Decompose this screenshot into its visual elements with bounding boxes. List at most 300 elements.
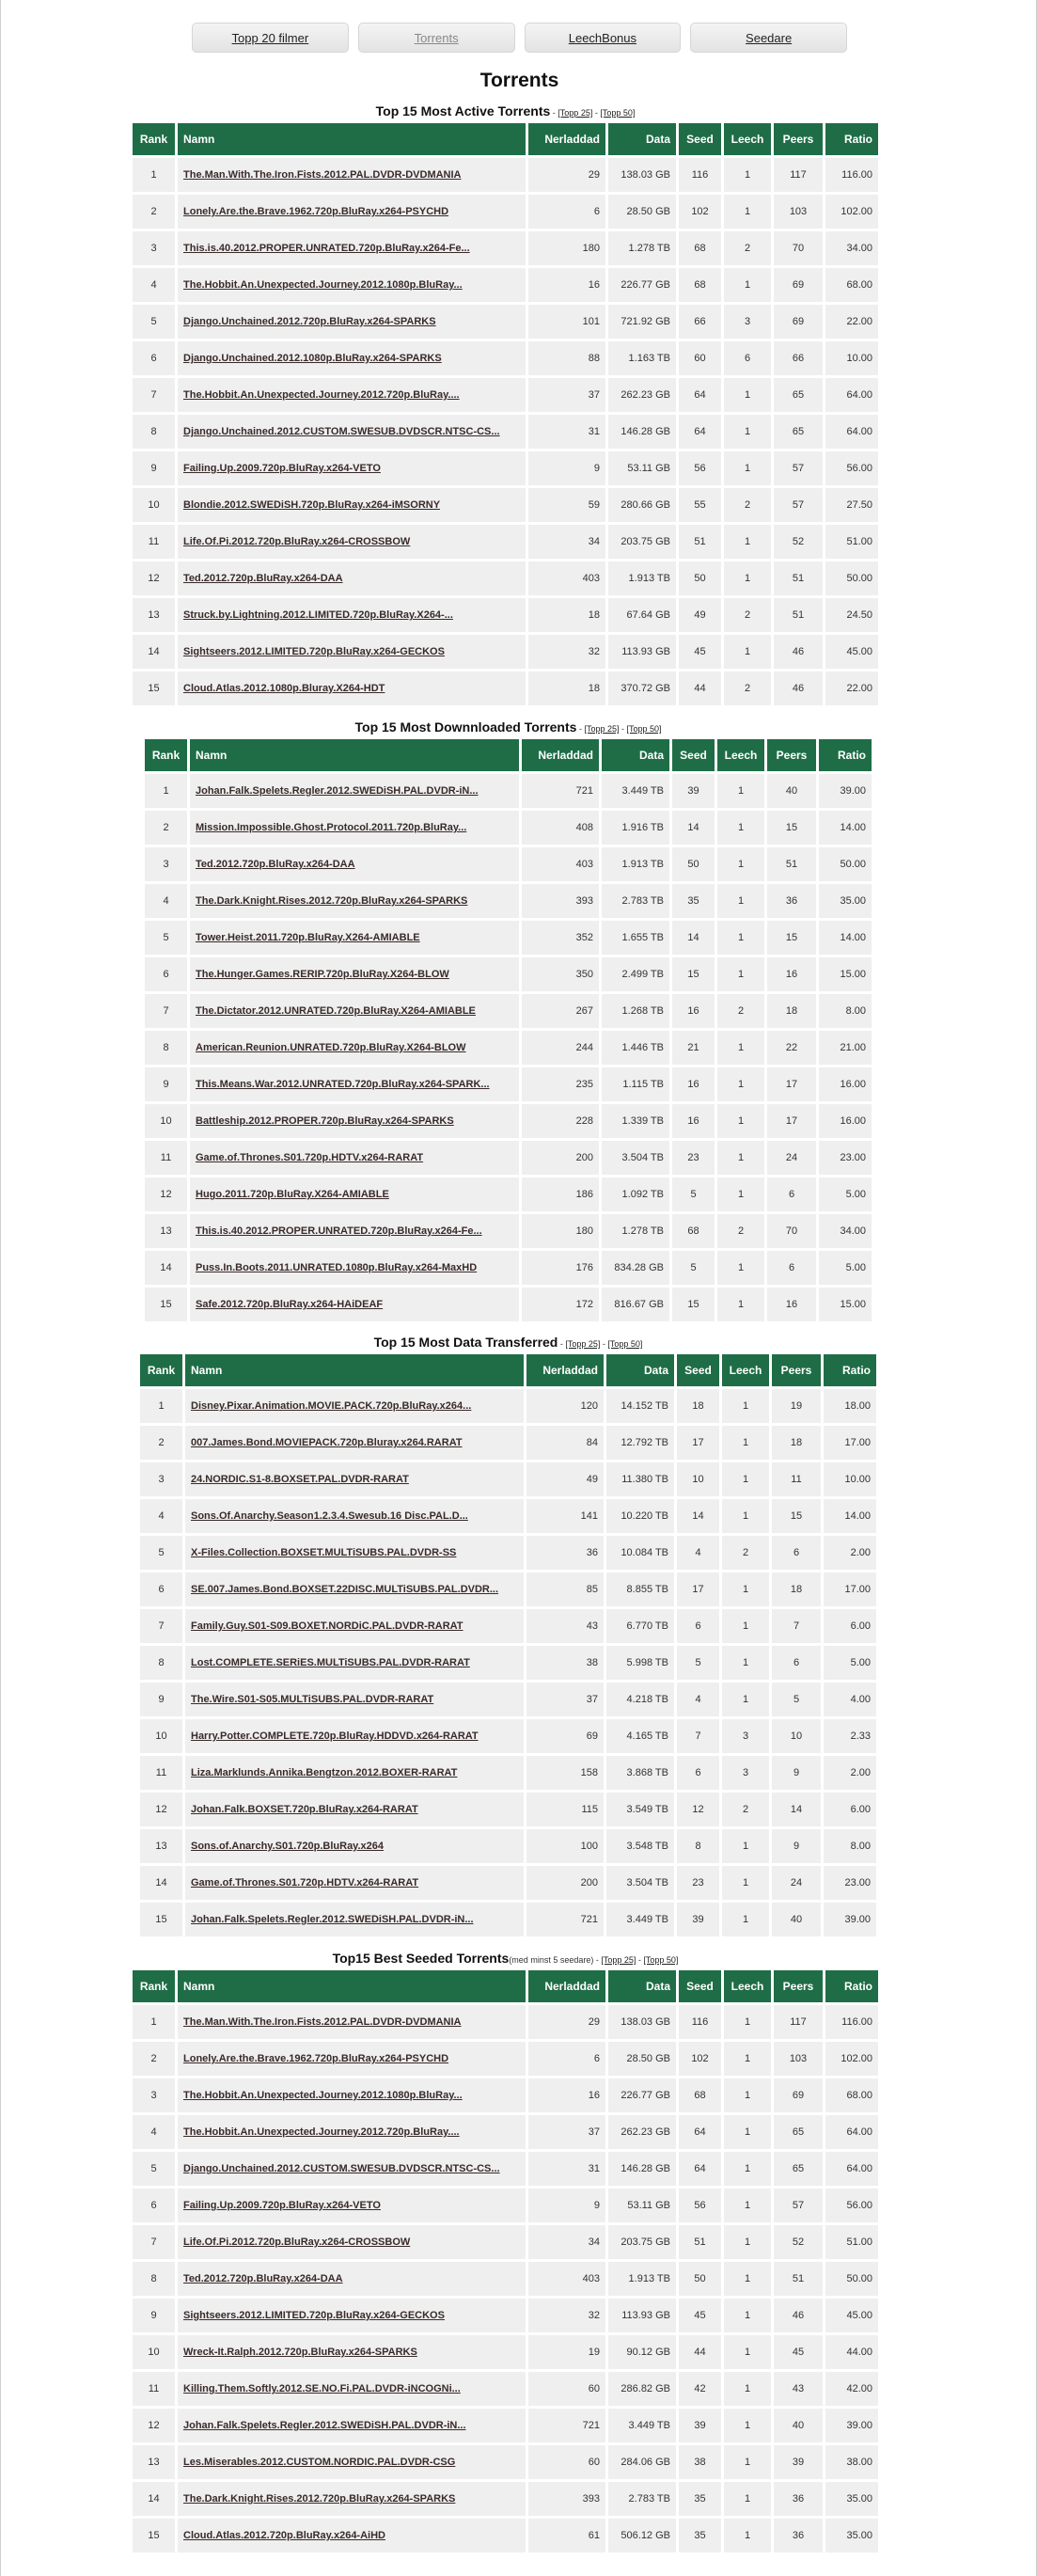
cell-downloaded: 721 (528, 2409, 605, 2442)
topp-25-link[interactable]: [Topp 25] (584, 724, 620, 734)
cell-name (190, 994, 519, 1028)
torrent-link[interactable]: The.Hobbit.An.Unexpected.Journey.2012.720p.BluRay.... (183, 2126, 460, 2138)
table-row (133, 451, 878, 485)
column-header-seed: Seed (679, 1970, 721, 2002)
cell-downloaded: 18 (528, 598, 605, 632)
cell-seed: 4 (677, 1683, 719, 1716)
cell-downloaded: 9 (528, 2189, 605, 2222)
cell-ratio: 64.00 (825, 378, 878, 412)
cell-seed: 4 (677, 1536, 719, 1570)
section-links: - [Topp 25] - [Topp 50] (576, 724, 662, 734)
cell-seed: 5 (672, 1251, 715, 1285)
torrent-link[interactable]: The.Dark.Knight.Rises.2012.720p.BluRay.x264-SPARKS (183, 2493, 456, 2505)
column-header-downloaded: Nerladdad (528, 123, 605, 155)
table-row (133, 231, 878, 265)
cell-downloaded: 16 (528, 268, 605, 302)
cell-leech: 3 (722, 1719, 769, 1753)
torrent-link[interactable]: Life.Of.Pi.2012.720p.BluRay.x264-CROSSBOW (183, 536, 411, 547)
torrent-link[interactable]: The.Hobbit.An.Unexpected.Journey.2012.1080p.BluRay... (183, 279, 463, 291)
cell-peers: 36 (774, 2519, 823, 2552)
cell-data: 28.50 GB (608, 195, 676, 229)
tab-seedare[interactable]: Seedare (690, 23, 847, 53)
section-most-data-transferred (137, 1335, 879, 1939)
cell-data: 53.11 GB (608, 2189, 676, 2222)
torrent-link[interactable]: Failing.Up.2009.720p.BluRay.x264-VETO (183, 2200, 381, 2211)
cell-seed: 16 (672, 994, 715, 1028)
cell-peers: 117 (774, 158, 823, 192)
cell-downloaded: 244 (522, 1031, 599, 1065)
cell-seed: 56 (679, 2189, 721, 2222)
cell-downloaded: 37 (528, 378, 605, 412)
column-header-leech: Leech (722, 1354, 769, 1386)
cell-downloaded: 38 (526, 1646, 604, 1680)
torrent-link[interactable]: The.Dark.Knight.Rises.2012.720p.BluRay.x264-SPARKS (196, 895, 468, 907)
torrent-link[interactable]: Les.Miserables.2012.CUSTOM.NORDIC.PAL.DVDR-CSG (183, 2457, 456, 2468)
cell-seed: 35 (679, 2482, 721, 2516)
torrent-link[interactable]: Hugo.2011.720p.BluRay.X264-AMIABLE (196, 1189, 389, 1200)
cell-rank: 7 (140, 1609, 182, 1643)
cell-data: 226.77 GB (608, 268, 676, 302)
torrent-link[interactable]: Harry.Potter.COMPLETE.720p.BluRay.HDDVD.x264-RARAT (191, 1731, 479, 1742)
cell-data: 3.504 TB (606, 1866, 674, 1900)
cell-data: 2.499 TB (602, 957, 669, 991)
cell-ratio: 45.00 (825, 2299, 878, 2332)
cell-data: 816.67 GB (602, 1288, 669, 1321)
cell-leech: 1 (724, 2225, 771, 2259)
cell-peers: 15 (767, 921, 816, 955)
cell-data: 8.855 TB (606, 1572, 674, 1606)
cell-downloaded: 172 (522, 1288, 599, 1321)
cell-downloaded: 31 (528, 2152, 605, 2186)
cell-leech: 1 (724, 158, 771, 192)
torrent-link[interactable]: Ted.2012.720p.BluRay.x264-DAA (183, 2273, 343, 2284)
cell-data: 2.783 TB (602, 884, 669, 918)
cell-peers: 52 (774, 525, 823, 559)
torrent-link[interactable]: Game.of.Thrones.S01.720p.HDTV.x264-RARAT (191, 1877, 419, 1889)
torrent-link[interactable]: Cloud.Atlas.2012.720p.BluRay.x264-AiHD (183, 2530, 385, 2541)
cell-seed: 6 (677, 1756, 719, 1790)
cell-peers: 10 (772, 1719, 821, 1753)
table-row (140, 1683, 876, 1716)
table-row (133, 672, 878, 705)
torrent-link[interactable]: Puss.In.Boots.2011.UNRATED.1080p.BluRay.x264-MaxHD (196, 1262, 478, 1273)
table-header-row (133, 1970, 878, 2002)
cell-leech: 1 (717, 1251, 764, 1285)
cell-rank: 4 (145, 884, 187, 918)
column-header-downloaded: Nerladdad (526, 1354, 604, 1386)
cell-data: 146.28 GB (608, 2152, 676, 2186)
cell-ratio: 51.00 (825, 525, 878, 559)
cell-peers: 39 (774, 2445, 823, 2479)
cell-ratio: 6.00 (824, 1793, 876, 1826)
torrent-link[interactable]: Cloud.Atlas.2012.1080p.Bluray.X264-HDT (183, 683, 385, 694)
torrent-link[interactable]: Johan.Falk.Spelets.Regler.2012.SWEDiSH.PAL.DVDR-iN... (191, 1914, 474, 1925)
table-row (133, 158, 878, 192)
torrent-link[interactable]: Sightseers.2012.LIMITED.720p.BluRay.x264-GECKOS (183, 646, 445, 657)
top-nav (192, 23, 847, 53)
cell-name (178, 2042, 526, 2076)
torrent-link[interactable]: Sons.Of.Anarchy.Season1.2.3.4.Swesub.16 Disc.PAL.D... (191, 1510, 468, 1522)
column-header-downloaded: Nerladdad (528, 1970, 605, 2002)
topp-50-link[interactable]: [Topp 50] (626, 724, 662, 734)
cell-ratio: 34.00 (825, 231, 878, 265)
cell-downloaded: 9 (528, 451, 605, 485)
topp-50-link[interactable]: [Topp 50] (600, 108, 636, 118)
cell-seed: 5 (677, 1646, 719, 1680)
cell-rank: 8 (140, 1646, 182, 1680)
cell-name (185, 1389, 524, 1423)
cell-name (185, 1426, 524, 1460)
column-header-data: Data (608, 1970, 676, 2002)
cell-ratio: 5.00 (824, 1646, 876, 1680)
cell-leech: 1 (722, 1462, 769, 1496)
cell-rank: 7 (133, 2225, 175, 2259)
cell-rank: 12 (133, 2409, 175, 2442)
cell-leech: 1 (724, 415, 771, 449)
cell-leech: 1 (724, 2078, 771, 2112)
cell-ratio: 56.00 (825, 451, 878, 485)
cell-peers: 65 (774, 2152, 823, 2186)
cell-ratio: 64.00 (825, 2152, 878, 2186)
torrent-link[interactable]: The.Hobbit.An.Unexpected.Journey.2012.720p.BluRay.... (183, 389, 460, 401)
torrent-link[interactable]: Wreck-It.Ralph.2012.720p.BluRay.x264-SPARKS (183, 2347, 417, 2358)
torrent-link[interactable]: Mission.Impossible.Ghost.Protocol.2011.720p.BluRay... (196, 822, 467, 833)
cell-ratio: 8.00 (819, 994, 872, 1028)
cell-peers: 18 (772, 1426, 821, 1460)
cell-data: 3.548 TB (606, 1829, 674, 1863)
cell-peers: 16 (767, 957, 816, 991)
cell-data: 138.03 GB (608, 158, 676, 192)
table-row (140, 1609, 876, 1643)
cell-rank: 9 (140, 1683, 182, 1716)
torrent-link[interactable]: 007.James.Bond.MOVIEPACK.720p.Bluray.x264.RARAT (191, 1437, 463, 1448)
cell-seed: 64 (679, 415, 721, 449)
cell-peers: 65 (774, 2115, 823, 2149)
torrent-link[interactable]: Django.Unchained.2012.CUSTOM.SWESUB.DVDSCR.NTSC-CS... (183, 426, 500, 437)
cell-leech: 1 (724, 2152, 771, 2186)
cell-leech: 1 (724, 2519, 771, 2552)
torrent-link[interactable]: Ted.2012.720p.BluRay.x264-DAA (183, 573, 343, 584)
cell-rank: 9 (133, 451, 175, 485)
cell-name (190, 1031, 519, 1065)
torrent-link[interactable]: Family.Guy.S01-S09.BOXET.NORDiC.PAL.DVDR-RARAT (191, 1620, 464, 1632)
cell-ratio: 35.00 (819, 884, 872, 918)
cell-name (178, 2005, 526, 2039)
cell-peers: 24 (767, 1141, 816, 1175)
cell-name (190, 1104, 519, 1138)
cell-ratio: 21.00 (819, 1031, 872, 1065)
torrent-link[interactable]: Disney.Pixar.Animation.MOVIE.PACK.720p.BluRay.x264... (191, 1400, 472, 1412)
cell-name (185, 1609, 524, 1643)
cell-rank: 3 (133, 2078, 175, 2112)
torrent-link[interactable]: Liza.Marklunds.Annika.Bengtzon.2012.BOXER-RARAT (191, 1767, 458, 1778)
torrent-link[interactable]: The.Man.With.The.Iron.Fists.2012.PAL.DVDR-DVDMANIA (183, 2016, 462, 2028)
cell-rank: 6 (145, 957, 187, 991)
cell-data: 1.655 TB (602, 921, 669, 955)
cell-downloaded: 120 (526, 1389, 604, 1423)
cell-name (185, 1719, 524, 1753)
cell-peers: 117 (774, 2005, 823, 2039)
cell-data: 113.93 GB (608, 635, 676, 669)
cell-ratio: 39.00 (824, 1903, 876, 1936)
table-row (133, 2189, 878, 2222)
table-row (133, 195, 878, 229)
torrent-link[interactable]: This.is.40.2012.PROPER.UNRATED.720p.BluRay.x264-Fe... (196, 1225, 482, 1237)
cell-seed: 6 (677, 1609, 719, 1643)
cell-rank: 11 (145, 1141, 187, 1175)
column-header-rank: Rank (133, 123, 175, 155)
torrent-link[interactable]: Lost.COMPLETE.SERiES.MULTiSUBS.PAL.DVDR-RARAT (191, 1657, 470, 1668)
cell-seed: 23 (677, 1866, 719, 1900)
torrent-link[interactable]: Safe.2012.720p.BluRay.x264-HAiDEAF (196, 1299, 384, 1310)
tab-topp-20-filmer[interactable]: Topp 20 filmer (192, 23, 349, 53)
tab-torrents[interactable]: Torrents (358, 23, 515, 53)
cell-leech: 1 (724, 561, 771, 595)
cell-name (178, 2078, 526, 2112)
column-header-name: Namn (185, 1354, 524, 1386)
table-row (140, 1572, 876, 1606)
torrent-link[interactable]: Life.Of.Pi.2012.720p.BluRay.x264-CROSSBOW (183, 2236, 411, 2248)
cell-ratio: 68.00 (825, 268, 878, 302)
section-title (130, 103, 881, 119)
torrent-link[interactable]: 24.NORDIC.S1-8.BOXSET.PAL.DVDR-RARAT (191, 1474, 409, 1485)
cell-rank: 4 (133, 268, 175, 302)
cell-rank: 2 (145, 811, 187, 845)
cell-seed: 35 (672, 884, 715, 918)
cell-leech: 1 (724, 2189, 771, 2222)
cell-data: 1.916 TB (602, 811, 669, 845)
cell-data: 6.770 TB (606, 1609, 674, 1643)
table-row (133, 2335, 878, 2369)
cell-peers: 40 (774, 2409, 823, 2442)
cell-data: 10.220 TB (606, 1499, 674, 1533)
torrent-link[interactable]: Game.of.Thrones.S01.720p.HDTV.x264-RARAT (196, 1152, 424, 1163)
table-row (133, 378, 878, 412)
cell-ratio: 34.00 (819, 1214, 872, 1248)
section-heading: Top 15 Most Active Torrents (375, 103, 551, 119)
torrent-link[interactable]: Lonely.Are.the.Brave.1962.720p.BluRay.x264-PSYCHD (183, 206, 449, 217)
cell-name (178, 598, 526, 632)
cell-peers: 5 (772, 1683, 821, 1716)
torrent-link[interactable]: Johan.Falk.Spelets.Regler.2012.SWEDiSH.PAL.DVDR-iN... (183, 2420, 466, 2431)
torrent-link[interactable]: Killing.Them.Softly.2012.SE.NO.Fi.PAL.DVDR-iNCOGNi... (183, 2383, 461, 2394)
cell-leech: 2 (724, 672, 771, 705)
torrent-link[interactable]: Failing.Up.2009.720p.BluRay.x264-VETO (183, 463, 381, 474)
cell-rank: 13 (133, 2445, 175, 2479)
torrent-link[interactable]: The.Dictator.2012.UNRATED.720p.BluRay.X264-AMIABLE (196, 1005, 476, 1017)
cell-ratio: 5.00 (819, 1177, 872, 1211)
cell-seed: 50 (679, 2262, 721, 2296)
torrent-link[interactable]: This.Means.War.2012.UNRATED.720p.BluRay.x264-SPARK... (196, 1079, 490, 1090)
cell-downloaded: 29 (528, 158, 605, 192)
column-header-ratio: Ratio (825, 123, 878, 155)
cell-ratio: 39.00 (819, 774, 872, 808)
table-row (133, 2482, 878, 2516)
torrent-link[interactable]: Ted.2012.720p.BluRay.x264-DAA (196, 859, 355, 870)
torrent-link[interactable]: Sightseers.2012.LIMITED.720p.BluRay.x264-GECKOS (183, 2310, 445, 2321)
cell-name (185, 1793, 524, 1826)
cell-peers: 40 (772, 1903, 821, 1936)
cell-name (190, 774, 519, 808)
cell-peers: 6 (772, 1646, 821, 1680)
column-header-name: Namn (190, 739, 519, 771)
cell-data: 226.77 GB (608, 2078, 676, 2112)
section-heading: Top15 Best Seeded Torrents (332, 1951, 510, 1966)
topp-25-link[interactable]: [Topp 25] (565, 1339, 601, 1349)
cell-peers: 18 (772, 1572, 821, 1606)
cell-leech: 2 (717, 994, 764, 1028)
cell-name (178, 2482, 526, 2516)
cell-name (190, 1214, 519, 1248)
cell-downloaded: 180 (528, 231, 605, 265)
topp-25-link[interactable]: [Topp 25] (558, 108, 593, 118)
cell-leech: 1 (724, 2262, 771, 2296)
cell-data: 3.868 TB (606, 1756, 674, 1790)
cell-leech: 1 (724, 2115, 771, 2149)
cell-ratio: 35.00 (825, 2482, 878, 2516)
cell-leech: 1 (724, 195, 771, 229)
cell-downloaded: 60 (528, 2445, 605, 2479)
cell-ratio: 2.00 (824, 1536, 876, 1570)
cell-peers: 43 (774, 2372, 823, 2406)
cell-downloaded: 186 (522, 1177, 599, 1211)
cell-seed: 17 (677, 1572, 719, 1606)
cell-rank: 1 (140, 1389, 182, 1423)
cell-data: 113.93 GB (608, 2299, 676, 2332)
column-header-ratio: Ratio (825, 1970, 878, 2002)
cell-leech: 1 (722, 1609, 769, 1643)
cell-rank: 10 (133, 2335, 175, 2369)
cell-leech: 1 (724, 378, 771, 412)
cell-downloaded: 85 (526, 1572, 604, 1606)
cell-peers: 9 (772, 1829, 821, 1863)
column-header-downloaded: Nerladdad (522, 739, 599, 771)
cell-name (190, 811, 519, 845)
torrent-link[interactable]: The.Man.With.The.Iron.Fists.2012.PAL.DVDR-DVDMANIA (183, 169, 462, 181)
torrent-link[interactable]: Blondie.2012.SWEDiSH.720p.BluRay.x264-iMSORNY (183, 499, 441, 511)
cell-name (178, 525, 526, 559)
torrent-link[interactable]: The.Hobbit.An.Unexpected.Journey.2012.1080p.BluRay... (183, 2090, 463, 2101)
cell-peers: 46 (774, 2299, 823, 2332)
cell-rank: 4 (133, 2115, 175, 2149)
table-row (133, 2445, 878, 2479)
table-row (133, 2152, 878, 2186)
torrent-link[interactable]: X-Files.Collection.BOXSET.MULTiSUBS.PAL.DVDR-SS (191, 1547, 457, 1558)
torrent-link[interactable]: Johan.Falk.Spelets.Regler.2012.SWEDiSH.PAL.DVDR-iN... (196, 785, 479, 797)
cell-downloaded: 19 (528, 2335, 605, 2369)
cell-seed: 50 (679, 561, 721, 595)
cell-ratio: 15.00 (819, 1288, 872, 1321)
cell-leech: 6 (724, 341, 771, 375)
torrent-link[interactable]: Johan.Falk.BOXSET.720p.BluRay.x264-RARAT (191, 1804, 418, 1815)
torrent-link[interactable]: SE.007.James.Bond.BOXSET.22DISC.MULTiSUBS.PAL.DVDR... (191, 1584, 499, 1595)
torrent-link[interactable]: Tower.Heist.2011.720p.BluRay.X264-AMIABLE (196, 932, 420, 943)
cell-seed: 21 (672, 1031, 715, 1065)
cell-name (178, 195, 526, 229)
table-row (133, 2115, 878, 2149)
cell-peers: 45 (774, 2335, 823, 2369)
section-note: (med minst 5 seedare) (509, 1955, 594, 1965)
cell-leech: 1 (722, 1646, 769, 1680)
torrent-link[interactable]: Sons.of.Anarchy.S01.720p.BluRay.x264 (191, 1841, 385, 1852)
tab-leechbonus[interactable]: LeechBonus (525, 23, 682, 53)
cell-peers: 17 (767, 1067, 816, 1101)
cell-ratio: 116.00 (825, 158, 878, 192)
cell-seed: 116 (679, 158, 721, 192)
cell-ratio: 14.00 (824, 1499, 876, 1533)
cell-peers: 65 (774, 415, 823, 449)
section-most-downloaded (142, 719, 874, 1324)
table-row (145, 1214, 872, 1248)
cell-peers: 40 (767, 774, 816, 808)
cell-downloaded: 180 (522, 1214, 599, 1248)
cell-data: 284.06 GB (608, 2445, 676, 2479)
cell-peers: 66 (774, 341, 823, 375)
cell-leech: 2 (724, 488, 771, 522)
cell-leech: 1 (724, 2299, 771, 2332)
cell-downloaded: 29 (528, 2005, 605, 2039)
cell-data: 1.913 TB (602, 847, 669, 881)
table-row (145, 1251, 872, 1285)
cell-seed: 16 (672, 1104, 715, 1138)
cell-rank: 2 (133, 2042, 175, 2076)
cell-downloaded: 34 (528, 2225, 605, 2259)
cell-seed: 60 (679, 341, 721, 375)
cell-name (185, 1866, 524, 1900)
cell-leech: 1 (722, 1426, 769, 1460)
cell-leech: 1 (722, 1499, 769, 1533)
cell-ratio: 50.00 (825, 2262, 878, 2296)
torrent-link[interactable]: Django.Unchained.2012.1080p.BluRay.x264-SPARKS (183, 353, 442, 364)
section-title (130, 1951, 881, 1967)
topp-25-link[interactable]: [Topp 25] (601, 1955, 636, 1965)
torrent-link[interactable]: Lonely.Are.the.Brave.1962.720p.BluRay.x264-PSYCHD (183, 2053, 449, 2064)
cell-peers: 6 (767, 1251, 816, 1285)
cell-seed: 45 (679, 2299, 721, 2332)
cell-seed: 35 (679, 2519, 721, 2552)
topp-50-link[interactable]: [Topp 50] (643, 1955, 679, 1965)
torrent-link[interactable]: This.is.40.2012.PROPER.UNRATED.720p.BluRay.x264-Fe... (183, 243, 470, 254)
cell-downloaded: 352 (522, 921, 599, 955)
cell-data: 286.82 GB (608, 2372, 676, 2406)
torrent-link[interactable]: Django.Unchained.2012.CUSTOM.SWESUB.DVDSCR.NTSC-CS... (183, 2163, 500, 2174)
cell-ratio: 42.00 (825, 2372, 878, 2406)
torrent-link[interactable]: Battleship.2012.PROPER.720p.BluRay.x264-SPARKS (196, 1115, 454, 1127)
cell-downloaded: 101 (528, 305, 605, 339)
cell-rank: 10 (133, 488, 175, 522)
cell-seed: 66 (679, 305, 721, 339)
cell-name (178, 561, 526, 595)
cell-seed: 68 (679, 2078, 721, 2112)
torrent-link[interactable]: The.Wire.S01-S05.MULTiSUBS.PAL.DVDR-RARAT (191, 1694, 434, 1705)
table-row (145, 847, 872, 881)
cell-peers: 36 (767, 884, 816, 918)
topp-50-link[interactable]: [Topp 50] (607, 1339, 643, 1349)
torrent-link[interactable]: Struck.by.Lightning.2012.LIMITED.720p.BluRay.X264-... (183, 609, 453, 621)
section-heading: Top 15 Most Data Transferred (373, 1335, 558, 1350)
cell-rank: 5 (133, 305, 175, 339)
cell-downloaded: 721 (522, 774, 599, 808)
table-row (133, 2299, 878, 2332)
torrent-link[interactable]: Django.Unchained.2012.720p.BluRay.x264-SPARKS (183, 316, 436, 327)
torrent-link[interactable]: American.Reunion.UNRATED.720p.BluRay.X264-BLOW (196, 1042, 466, 1053)
cell-peers: 57 (774, 451, 823, 485)
cell-leech: 1 (724, 2482, 771, 2516)
cell-ratio: 38.00 (825, 2445, 878, 2479)
cell-rank: 13 (145, 1214, 187, 1248)
torrent-link[interactable]: The.Hunger.Games.RERIP.720p.BluRay.X264-BLOW (196, 969, 449, 980)
cell-leech: 1 (724, 2005, 771, 2039)
